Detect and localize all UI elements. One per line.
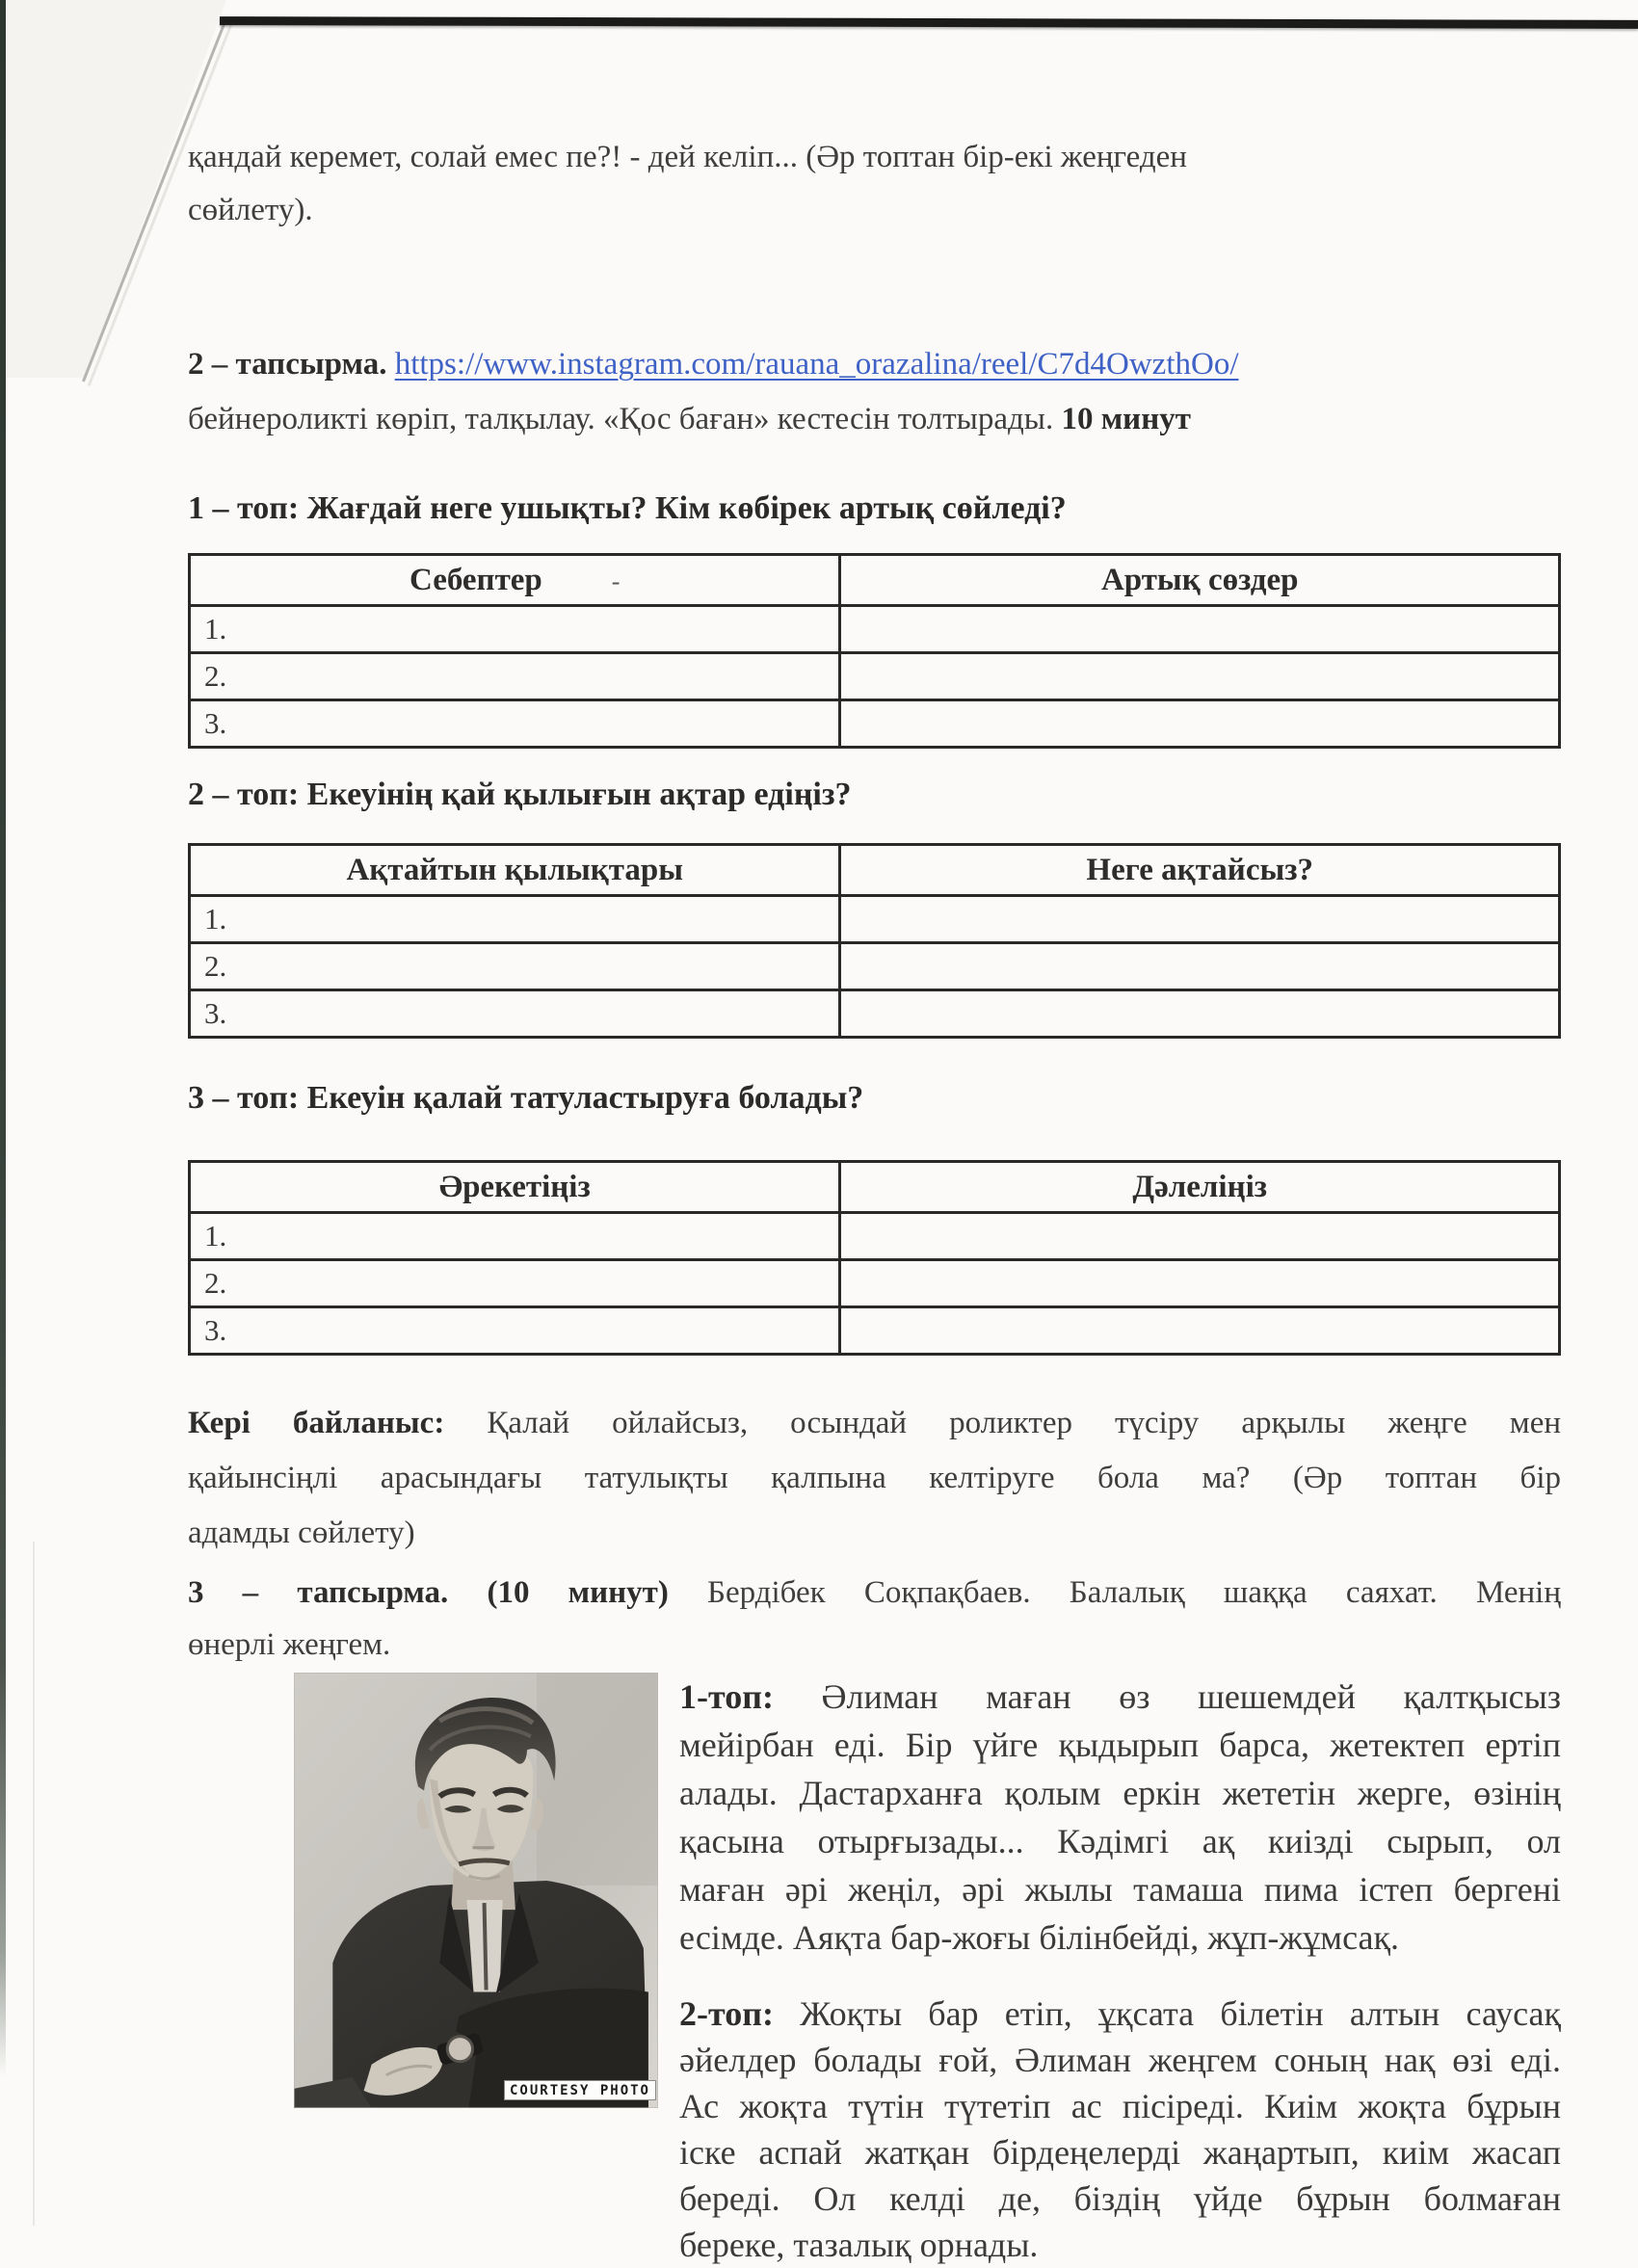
- group2-table: [188, 843, 1561, 1039]
- passage2-label: 2-топ:: [679, 1994, 774, 2033]
- row-number-cell: 3.: [190, 1307, 840, 1355]
- table-header-row: [190, 845, 1560, 896]
- portrait-illustration: [294, 1673, 658, 2108]
- passage1-line-3: алады. Дастарханға қолым еркін жететін жерге, өзінің: [679, 1774, 1561, 1812]
- passage2-line-4: іске аспай жатқан бірдеңелерді жаңартып, киім жасап: [679, 2133, 1561, 2172]
- task2-line-1: [188, 337, 1561, 392]
- table-row: [190, 653, 1560, 700]
- task3-line-1-text: Бердібек Соқпақбаев. Балалық шаққа саяхат. Менің: [668, 1575, 1562, 1610]
- table-row: [190, 1260, 1560, 1307]
- row-number-cell: 1.: [190, 896, 840, 943]
- table-row: [190, 896, 1560, 943]
- instagram-link[interactable]: https://www.instagram.com/rauana_orazalina/reel/C7d4OwzthOo/: [394, 347, 1239, 382]
- row-number-cell: 2.: [190, 1260, 840, 1307]
- task3-line-1: [188, 1567, 1561, 1619]
- empty-answer-cell: [840, 653, 1560, 700]
- empty-answer-cell: [840, 1307, 1560, 1355]
- row-number-cell: 2.: [190, 653, 840, 700]
- task2-instruction: бейнероликті көріп, талқылау. «Қос баған» кестесін толтырады.: [188, 402, 1054, 436]
- feedback-line-1-text: Қалай ойлайсыз, осындай роликтер түсіру арқылы жеңге мен: [444, 1406, 1561, 1440]
- feedback-line-3: адамды сөйлету): [188, 1516, 415, 1550]
- photo-credit: COURTESY PHOTO: [504, 2080, 656, 2100]
- row-number-cell: 1.: [190, 606, 840, 653]
- table-row: [190, 606, 1560, 653]
- group3-col2-header: Дәлеліңіз: [840, 1162, 1560, 1213]
- empty-answer-cell: [840, 990, 1560, 1038]
- passage2-line-6: береке, тазалық орнады.: [679, 2226, 1039, 2264]
- task3-label: 3 – тапсырма. (10 минут): [188, 1575, 669, 1610]
- photo-and-text-row: [188, 1673, 1561, 2268]
- passage2-line-3: Ас жоқта түтін түтетіп ас пісіреді. Киім жоқта бұрын: [679, 2087, 1561, 2125]
- feedback-line-2: қайынсіңлі арасындағы татулықты қалпына келтіруге бола ма? (Әр топтан бір: [188, 1461, 1561, 1495]
- task2-label: 2 – тапсырма.: [188, 347, 387, 382]
- empty-answer-cell: [840, 700, 1560, 748]
- group3-col1-header: Әрекетіңіз: [190, 1162, 840, 1213]
- passage1-line-1: [679, 1673, 1561, 1721]
- passage1-line-4: қасына отырғызады... Кәдімгі ақ киізді сырып, ол: [679, 1822, 1561, 1860]
- table-header-row: [190, 555, 1560, 606]
- feedback-paragraph: [188, 1396, 1561, 1561]
- passage2-line-2: әйелдер болады ғой, Әлиман жеңгем соның нақ өзі еді.: [679, 2041, 1561, 2079]
- group3-heading: 3 – топ: Екеуін қалай татуластыруға болады?: [188, 1080, 864, 1116]
- row-number-cell: 3.: [190, 990, 840, 1038]
- document-content: [188, 0, 1561, 2268]
- group2-heading: 2 – топ: Екеуінің қай қылығын ақтар едіңіз?: [188, 777, 852, 812]
- group1-col2-header: Артық сөздер: [840, 555, 1560, 606]
- table-row: [190, 943, 1560, 990]
- empty-answer-cell: [840, 606, 1560, 653]
- intro-line-1: қандай керемет, солай емес пе?! - дей келіп... (Әр топтан бір-екі жеңгеден: [188, 140, 1187, 174]
- task3-paragraph: [188, 1567, 1561, 1671]
- empty-answer-cell: [840, 1260, 1560, 1307]
- table-row: [190, 700, 1560, 748]
- row-number-cell: 1.: [190, 1213, 840, 1260]
- task2-paragraph: [188, 337, 1561, 447]
- feedback-label: Кері байланыс:: [188, 1406, 445, 1440]
- group3-table: [188, 1160, 1561, 1356]
- passage1-line-5: маған әрі жеңіл, әрі жылы тамаша пима істеп бергені: [679, 1870, 1561, 1909]
- group1-col1-header-text: Себептер: [409, 562, 542, 597]
- passage1-line-6: есімде. Аяқта бар-жоғы білінбейді, жұп-жұмсақ.: [679, 1918, 1399, 1957]
- row-number-cell: 3.: [190, 700, 840, 748]
- empty-answer-cell: [840, 1213, 1560, 1260]
- group2-col2-header: Неге ақтайсыз?: [840, 845, 1560, 896]
- passage-group1: [679, 1673, 1561, 1962]
- empty-answer-cell: [840, 943, 1560, 990]
- group1-table: [188, 553, 1561, 749]
- header-stray-mark: -: [611, 567, 621, 595]
- passage-group2: [679, 1991, 1561, 2268]
- table-header-row: [190, 1162, 1560, 1213]
- group2-col1-header: Ақтайтын қылықтары: [190, 845, 840, 896]
- passage2-line-1: [679, 1991, 1561, 2037]
- row-number-cell: 2.: [190, 943, 840, 990]
- reading-passages: [679, 1673, 1561, 2268]
- scan-line-artifact: [33, 1542, 35, 2226]
- task2-duration: 10 минут: [1061, 402, 1191, 436]
- passage2-line-5: береді. Ол келді де, біздің үйде бұрын болмаған: [679, 2179, 1561, 2218]
- empty-answer-cell: [840, 896, 1560, 943]
- intro-line-2: сөйлету).: [188, 193, 313, 227]
- feedback-line-1: [188, 1396, 1561, 1451]
- table-row: [190, 1213, 1560, 1260]
- passage1-line-2: мейірбан еді. Бір үйге қыдырып барса, жетектеп ертіп: [679, 1726, 1561, 1764]
- task3-line-2: өнерлі жеңгем.: [188, 1627, 391, 1662]
- group1-heading: 1 – топ: Жағдай неге ушықты? Кім көбірек артық сөйледі?: [188, 490, 1067, 526]
- passage1-line-1-text: Әлиман маған өз шешемдей қалтқысыз: [773, 1677, 1561, 1716]
- scanner-left-edge: [0, 0, 6, 2077]
- intro-paragraph: [188, 0, 1561, 237]
- group1-col1-header: [190, 555, 840, 606]
- table-row: [190, 990, 1560, 1038]
- passage2-line-1-text: Жоқты бар етіп, ұқсата білетін алтын саусақ: [773, 1994, 1561, 2033]
- passage1-label: 1-топ:: [679, 1677, 774, 1716]
- task2-line-2: [188, 392, 1561, 447]
- table-row: [190, 1307, 1560, 1355]
- portrait-photo: [294, 1673, 658, 2108]
